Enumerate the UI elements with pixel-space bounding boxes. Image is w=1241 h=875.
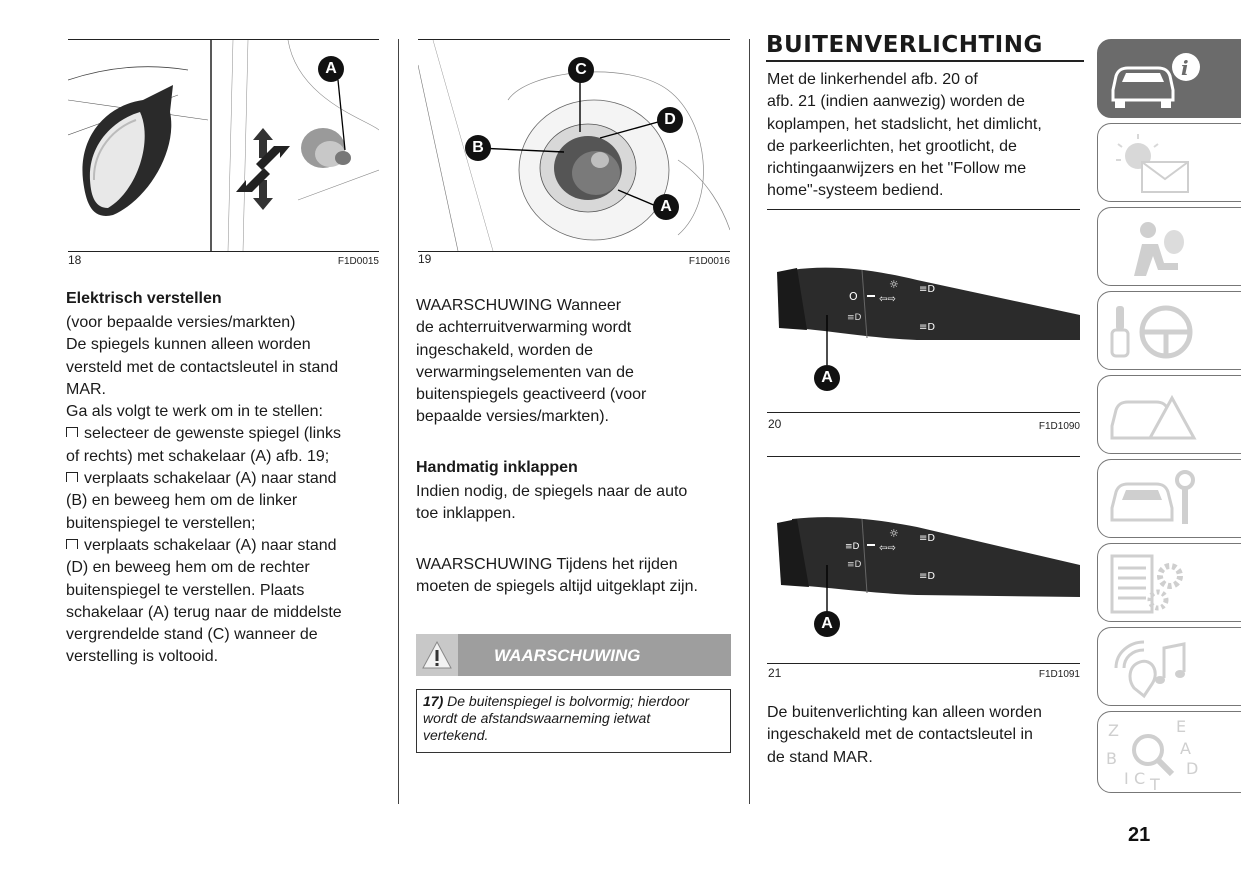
index-letter: A bbox=[1180, 739, 1191, 758]
text-line: buitenspiegel te verstellen. Plaats bbox=[66, 581, 305, 599]
text-line: selecteer de gewenste spiegel (links bbox=[84, 425, 342, 443]
callout-a: A bbox=[318, 56, 344, 82]
svg-text:☼: ☼ bbox=[889, 278, 899, 291]
text-line bbox=[423, 693, 724, 710]
text-line: (B) en beweeg hem om de linker bbox=[66, 492, 298, 510]
figure-code: F1D1090 bbox=[1038, 421, 1080, 432]
text-line: buitenspiegels geactiveerd (voor bbox=[416, 386, 647, 404]
bullet-item bbox=[66, 468, 386, 490]
index-letter: B bbox=[1106, 749, 1117, 768]
bullet-item bbox=[66, 423, 386, 445]
index-letter: T bbox=[1150, 775, 1160, 794]
svg-text:O: O bbox=[849, 290, 858, 303]
text-line: De spiegels kunnen alleen worden bbox=[66, 336, 311, 354]
svg-text:⇦⇨: ⇦⇨ bbox=[879, 543, 896, 554]
text-line: De buitenverlichting kan alleen worden bbox=[767, 704, 1042, 721]
page-number: 21 bbox=[1128, 824, 1151, 846]
subheading: (voor bepaalde versies/markten) bbox=[66, 314, 296, 331]
callout-d: D bbox=[657, 107, 683, 133]
index-letter: D bbox=[1186, 759, 1199, 778]
svg-text:≡D: ≡D bbox=[919, 284, 936, 295]
text-line: Ga als volgt te werk om in te stellen: bbox=[66, 403, 323, 421]
alphabetical-index-icon bbox=[1098, 712, 1208, 794]
car-wrench-icon bbox=[1098, 460, 1208, 539]
text-line: de parkeerlichten, het grootlicht, de bbox=[767, 137, 1017, 155]
text-line: versteld met de contactsleutel in stand bbox=[66, 358, 339, 376]
figure-20 bbox=[767, 209, 1080, 413]
info-glyph: i bbox=[1181, 56, 1189, 80]
text-line: de stand MAR. bbox=[767, 748, 873, 766]
warning-bar bbox=[416, 634, 731, 676]
figure-number: 19 bbox=[418, 252, 432, 266]
callout-a: A bbox=[814, 365, 840, 391]
column-divider bbox=[398, 39, 399, 804]
lights-message-icon bbox=[1098, 124, 1208, 203]
tab-car-warning[interactable] bbox=[1097, 375, 1241, 454]
index-letter: C bbox=[1134, 769, 1146, 788]
note-number: 17) bbox=[423, 693, 444, 709]
text-line: vergrendelde stand (C) wanneer de bbox=[66, 626, 318, 644]
text-line: Indien nodig, de spiegels naar de auto bbox=[416, 483, 688, 500]
text-line: ingeschakeld met de contactsleutel in bbox=[767, 726, 1033, 744]
tab-car-wrench[interactable] bbox=[1097, 459, 1241, 538]
heading-electric-adjust: Elektrisch verstellen bbox=[66, 290, 222, 307]
multimedia-icon bbox=[1098, 628, 1208, 707]
airbag-safety-icon bbox=[1098, 208, 1208, 287]
svg-text:≡D: ≡D bbox=[847, 313, 862, 323]
figure-code: F1D0016 bbox=[688, 256, 730, 267]
text-line: wordt de afstandswaarneming ietwat bbox=[423, 710, 651, 726]
text-line: schakelaar (A) terug naar de middelste bbox=[66, 603, 342, 621]
figure-19 bbox=[418, 39, 730, 252]
callout-a: A bbox=[814, 611, 840, 637]
figure-18 bbox=[68, 39, 379, 252]
callout-a: A bbox=[653, 194, 679, 220]
text-line: de achterruitverwarming wordt bbox=[416, 319, 632, 337]
figure-number: 21 bbox=[768, 666, 782, 680]
index-letter: I bbox=[1124, 769, 1129, 788]
text-line: verplaats schakelaar (A) naar stand bbox=[84, 470, 337, 488]
text-line: WAARSCHUWING Tijdens het rijden bbox=[416, 556, 678, 573]
warning-note bbox=[416, 689, 731, 753]
exterior-lights-intro bbox=[767, 69, 1087, 203]
warning-icon-panel bbox=[416, 634, 458, 676]
warning-driving bbox=[416, 554, 736, 599]
figure-number: 18 bbox=[68, 253, 82, 267]
car-warning-icon bbox=[1098, 376, 1208, 455]
text-line: of rechts) met schakelaar (A) afb. 19; bbox=[66, 447, 330, 465]
light-stalk-illustration bbox=[767, 457, 1080, 663]
tab-lights-message[interactable] bbox=[1097, 123, 1241, 202]
svg-text:≡D: ≡D bbox=[847, 560, 862, 570]
svg-text:≡D: ≡D bbox=[919, 322, 936, 333]
tab-car-info[interactable] bbox=[1097, 39, 1241, 118]
heading-manual-fold: Handmatig inklappen bbox=[416, 459, 578, 476]
warning-heating bbox=[416, 295, 736, 429]
tab-specs-gear[interactable] bbox=[1097, 543, 1241, 622]
text-line: bepaalde versies/markten). bbox=[416, 408, 609, 426]
callout-b: B bbox=[465, 135, 491, 161]
svg-text:≡D: ≡D bbox=[919, 533, 936, 544]
manual-fold-text bbox=[416, 481, 736, 526]
key-steering-icon bbox=[1098, 292, 1208, 371]
tab-alphabetical-index[interactable] bbox=[1097, 711, 1241, 793]
text-line: toe inklappen. bbox=[416, 505, 516, 523]
text-line: WAARSCHUWING Wanneer bbox=[416, 297, 622, 314]
tab-multimedia[interactable] bbox=[1097, 627, 1241, 706]
figure-code: F1D0015 bbox=[337, 256, 379, 267]
text-line: buitenspiegel te verstellen; bbox=[66, 514, 256, 532]
text-line: (D) en beweeg hem om de rechter bbox=[66, 559, 310, 577]
text-line: koplampen, het stadslicht, het dimlicht, bbox=[767, 115, 1042, 133]
text-line: verwarmingselementen van de bbox=[416, 363, 634, 381]
text-line: verplaats schakelaar (A) naar stand bbox=[84, 536, 337, 554]
car-info-icon bbox=[1098, 40, 1208, 119]
bullet-item bbox=[66, 535, 386, 557]
index-letter: E bbox=[1176, 717, 1187, 736]
specs-gear-icon bbox=[1098, 544, 1208, 623]
text-line: MAR. bbox=[66, 380, 106, 398]
figure-code: F1D1091 bbox=[1038, 669, 1080, 680]
left-column-text bbox=[66, 312, 386, 669]
tab-airbag-safety[interactable] bbox=[1097, 207, 1241, 286]
exterior-lights-closing bbox=[767, 702, 1087, 769]
tab-key-steering[interactable] bbox=[1097, 291, 1241, 370]
svg-text:≡D: ≡D bbox=[919, 571, 936, 582]
figure-21 bbox=[767, 456, 1080, 664]
text-line: ingeschakeld, worden de bbox=[416, 341, 594, 359]
callout-c: C bbox=[568, 57, 594, 83]
section-title-rule bbox=[766, 60, 1084, 62]
note-text: De buitenspiegel is bolvormig; hierdoor bbox=[447, 693, 690, 709]
text-line: vertekend. bbox=[423, 727, 489, 743]
section-title: BUITENVERLICHTING bbox=[766, 32, 1043, 58]
text-line: moeten de spiegels altijd uitgeklapt zijn. bbox=[416, 578, 698, 596]
svg-text:☼: ☼ bbox=[889, 527, 899, 540]
text-line: home"-systeem bediend. bbox=[767, 182, 944, 200]
svg-text:≡D: ≡D bbox=[845, 542, 860, 552]
index-letter: Z bbox=[1108, 721, 1119, 740]
warning-label: WAARSCHUWING bbox=[494, 646, 641, 665]
text-line: afb. 21 (indien aanwezig) worden de bbox=[767, 93, 1025, 111]
text-line: Met de linkerhendel afb. 20 of bbox=[767, 71, 978, 88]
warning-triangle-icon bbox=[416, 634, 458, 676]
svg-text:⇦⇨: ⇦⇨ bbox=[879, 294, 896, 305]
figure-number: 20 bbox=[768, 417, 782, 431]
column-divider bbox=[749, 39, 750, 804]
text-line: richtingaanwijzers en het "Follow me bbox=[767, 160, 1027, 178]
text-line: verstelling is voltooid. bbox=[66, 648, 219, 666]
